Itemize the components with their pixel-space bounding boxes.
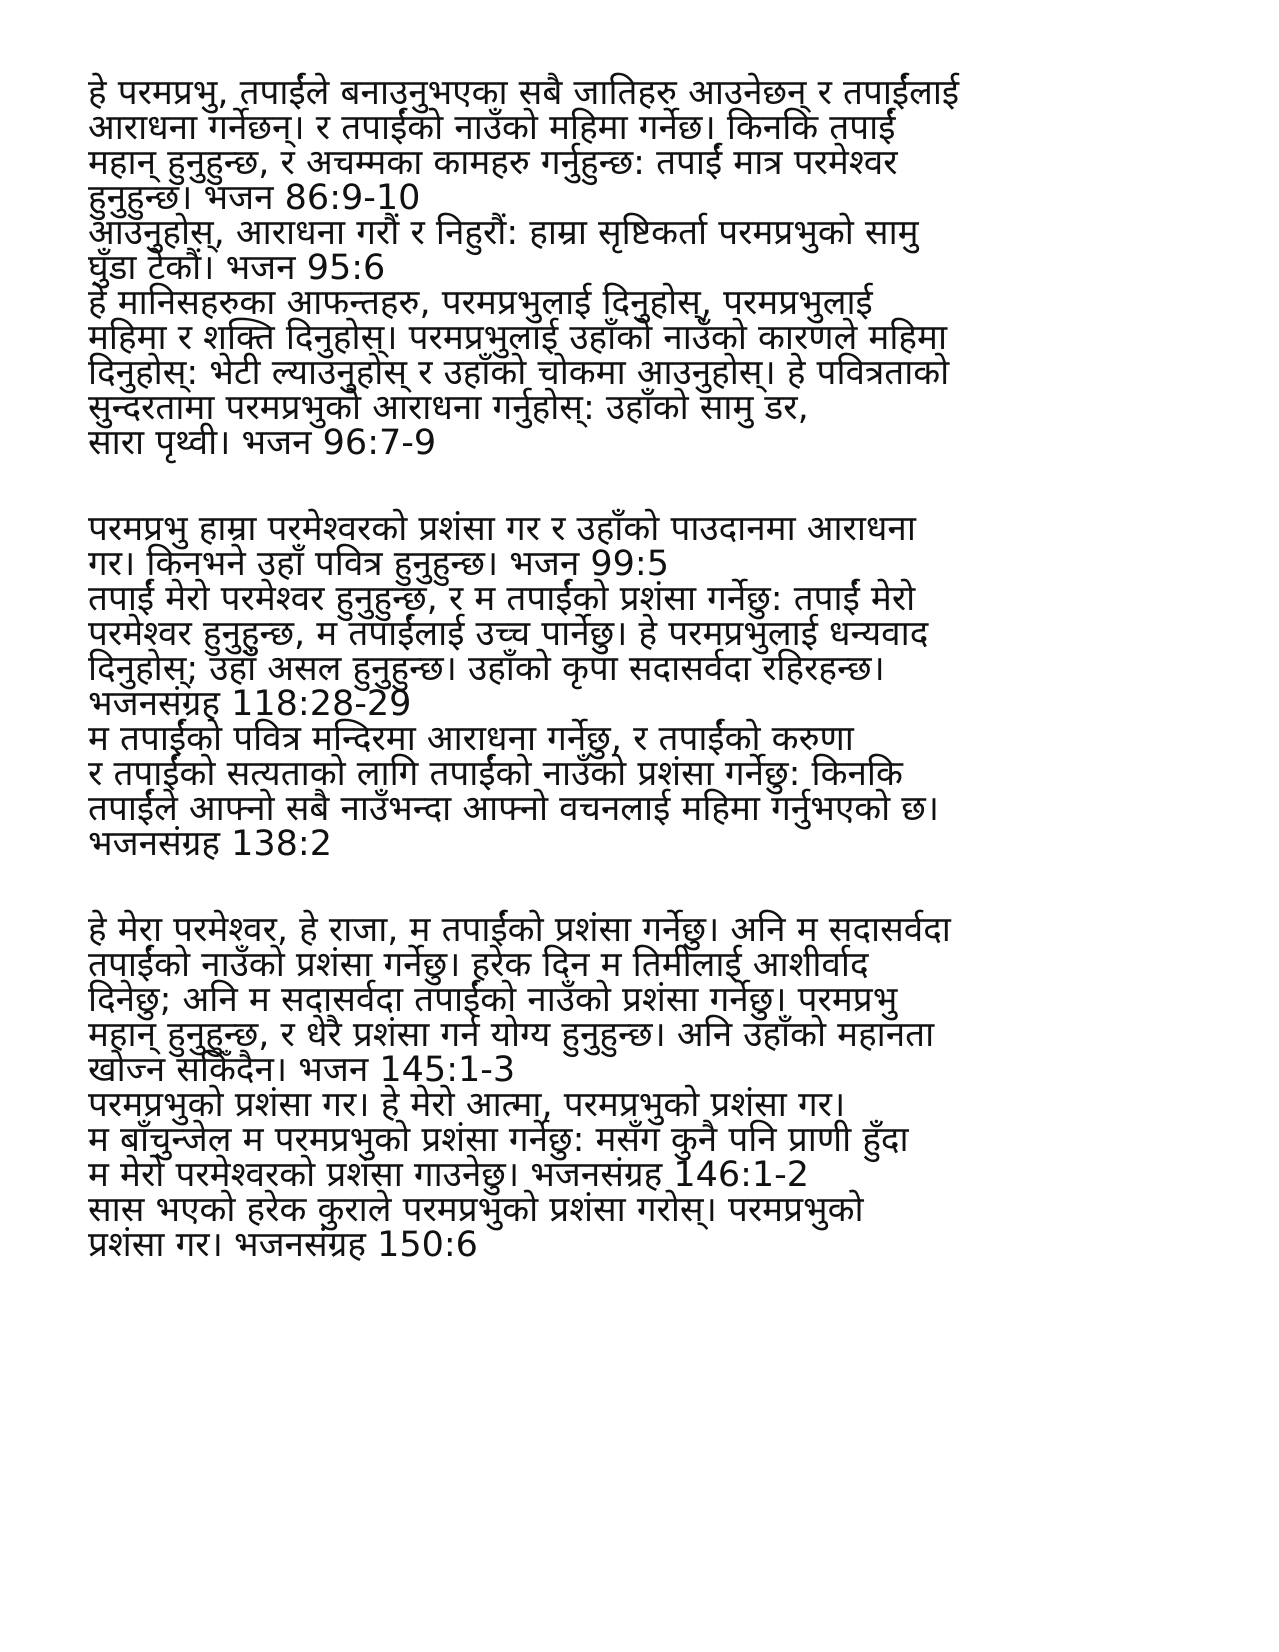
text-line: आराधना गर्नेछन्। र तपाईंको नाउँको महिमा गर्नेछ। किनकि तपाईं bbox=[88, 108, 896, 148]
text-line: महान् हुनुहुन्छ, र अचम्मका कामहरु गर्नुहुन्छ: तपाईं मात्र परमेश्वर bbox=[88, 143, 898, 183]
text-line: तपाईंको नाउँको प्रशंसा गर्नेछु। हरेक दिन म तिमीलाई आशीर्वाद bbox=[88, 945, 869, 985]
text-line: हे परमप्रभु, तपाईंले बनाउनुभएका सबै जातिहरु आउनेछन् र तपाईंलाई bbox=[88, 73, 960, 113]
text-line: सुन्दरतामा परमप्रभुको आराधना गर्नुहोस्: उहाँको सामु डर, bbox=[88, 388, 809, 428]
text-block-1 bbox=[88, 73, 1208, 463]
text-block-2 bbox=[88, 509, 1208, 864]
text-line: घुँडा टेकौं। भजन 95:6 bbox=[88, 248, 386, 288]
text-line: परमप्रभुको प्रशंसा गर। हे मेरो आत्मा, परमप्रभुको प्रशंसा गर। bbox=[88, 1085, 846, 1125]
text-line: भजनसंग्रह 138:2 bbox=[88, 824, 332, 864]
text-line: हे मानिसहरुका आफन्तहरु, परमप्रभुलाई दिनुहोस्, परमप्रभुलाई bbox=[88, 283, 873, 323]
text-line: म बाँचुन्जेल म परमप्रभुको प्रशंसा गर्नेछु: मसँग कुनै पनि प्राणी हुँदा bbox=[88, 1120, 909, 1160]
text-line: महिमा र शक्ति दिनुहोस्। परमप्रभुलाई उहाँको नाउँको कारणले महिमा bbox=[88, 318, 948, 358]
text-line: दिनुहोस्: भेटी ल्याउनुहोस् र उहाँको चोकमा आउनुहोस्। हे पवित्रताको bbox=[88, 353, 950, 393]
text-line: सास भएको हरेक कुराले परमप्रभुको प्रशंसा गरोस्। परमप्रभुको bbox=[88, 1190, 864, 1230]
text-line: हुनुहुन्छ। भजन 86:9-10 bbox=[88, 178, 421, 218]
text-line: म मेरो परमेश्वरको प्रशंसा गाउनेछु। भजनसंग्रह 146:1-2 bbox=[88, 1155, 810, 1195]
text-line: गर। किनभने उहाँ पवित्र हुनुहुन्छ। भजन 99:5 bbox=[88, 544, 669, 584]
text-line: हे मेरा परमेश्वर, हे राजा, म तपाईंको प्रशंसा गर्नेछु। अनि म सदासर्वदा bbox=[88, 910, 951, 950]
text-line: सारा पृथ्वी। भजन 96:7-9 bbox=[88, 423, 437, 463]
text-line: दिनुहोस्; उहाँ असल हुनुहुन्छ। उहाँको कृपा सदासर्वदा रहिरहन्छ। bbox=[88, 649, 885, 689]
text-line: म तपाईंको पवित्र मन्दिरमा आराधना गर्नेछु, र तपाईंको करुणा bbox=[88, 719, 854, 759]
text-line: आउनुहोस्, आराधना गरौं र निहुरौं: हाम्रा सृष्टिकर्ता परमप्रभुको सामु bbox=[88, 213, 919, 253]
text-line: भजनसंग्रह 118:28-29 bbox=[88, 684, 412, 724]
text-line: तपाईं मेरो परमेश्वर हुनुहुन्छ, र म तपाईंको प्रशंसा गर्नेछु: तपाईं मेरो bbox=[88, 579, 916, 619]
text-line: खोज्न सकिँदैन। भजन 145:1-3 bbox=[88, 1050, 516, 1090]
text-line: र तपाईंको सत्यताको लागि तपाईंको नाउँको प्रशंसा गर्नेछु: किनकि bbox=[88, 754, 903, 794]
text-line: परमप्रभु हाम्रा परमेश्वरको प्रशंसा गर र उहाँको पाउदानमा आराधना bbox=[88, 509, 916, 549]
paragraph-gap bbox=[88, 862, 1208, 913]
document-page bbox=[88, 73, 1208, 1265]
text-block-3 bbox=[88, 910, 1208, 1265]
paragraph-gap bbox=[88, 461, 1208, 512]
text-line: महान् हुनुहुन्छ, र धेरै प्रशंसा गर्न योग्य हुनुहुन्छ। अनि उहाँको महानता bbox=[88, 1015, 935, 1055]
text-line: प्रशंसा गर। भजनसंग्रह 150:6 bbox=[88, 1225, 478, 1265]
text-line: परमेश्वर हुनुहुन्छ, म तपाईंलाई उच्च पार्नेछु। हे परमप्रभुलाई धन्यवाद bbox=[88, 614, 929, 654]
text-line: तपाईंले आफ्नो सबै नाउँभन्दा आफ्नो वचनलाई महिमा गर्नुभएको छ। bbox=[88, 789, 940, 829]
text-line: दिनेछु; अनि म सदासर्वदा तपाईंको नाउँको प्रशंसा गर्नेछु। परमप्रभु bbox=[88, 980, 898, 1020]
